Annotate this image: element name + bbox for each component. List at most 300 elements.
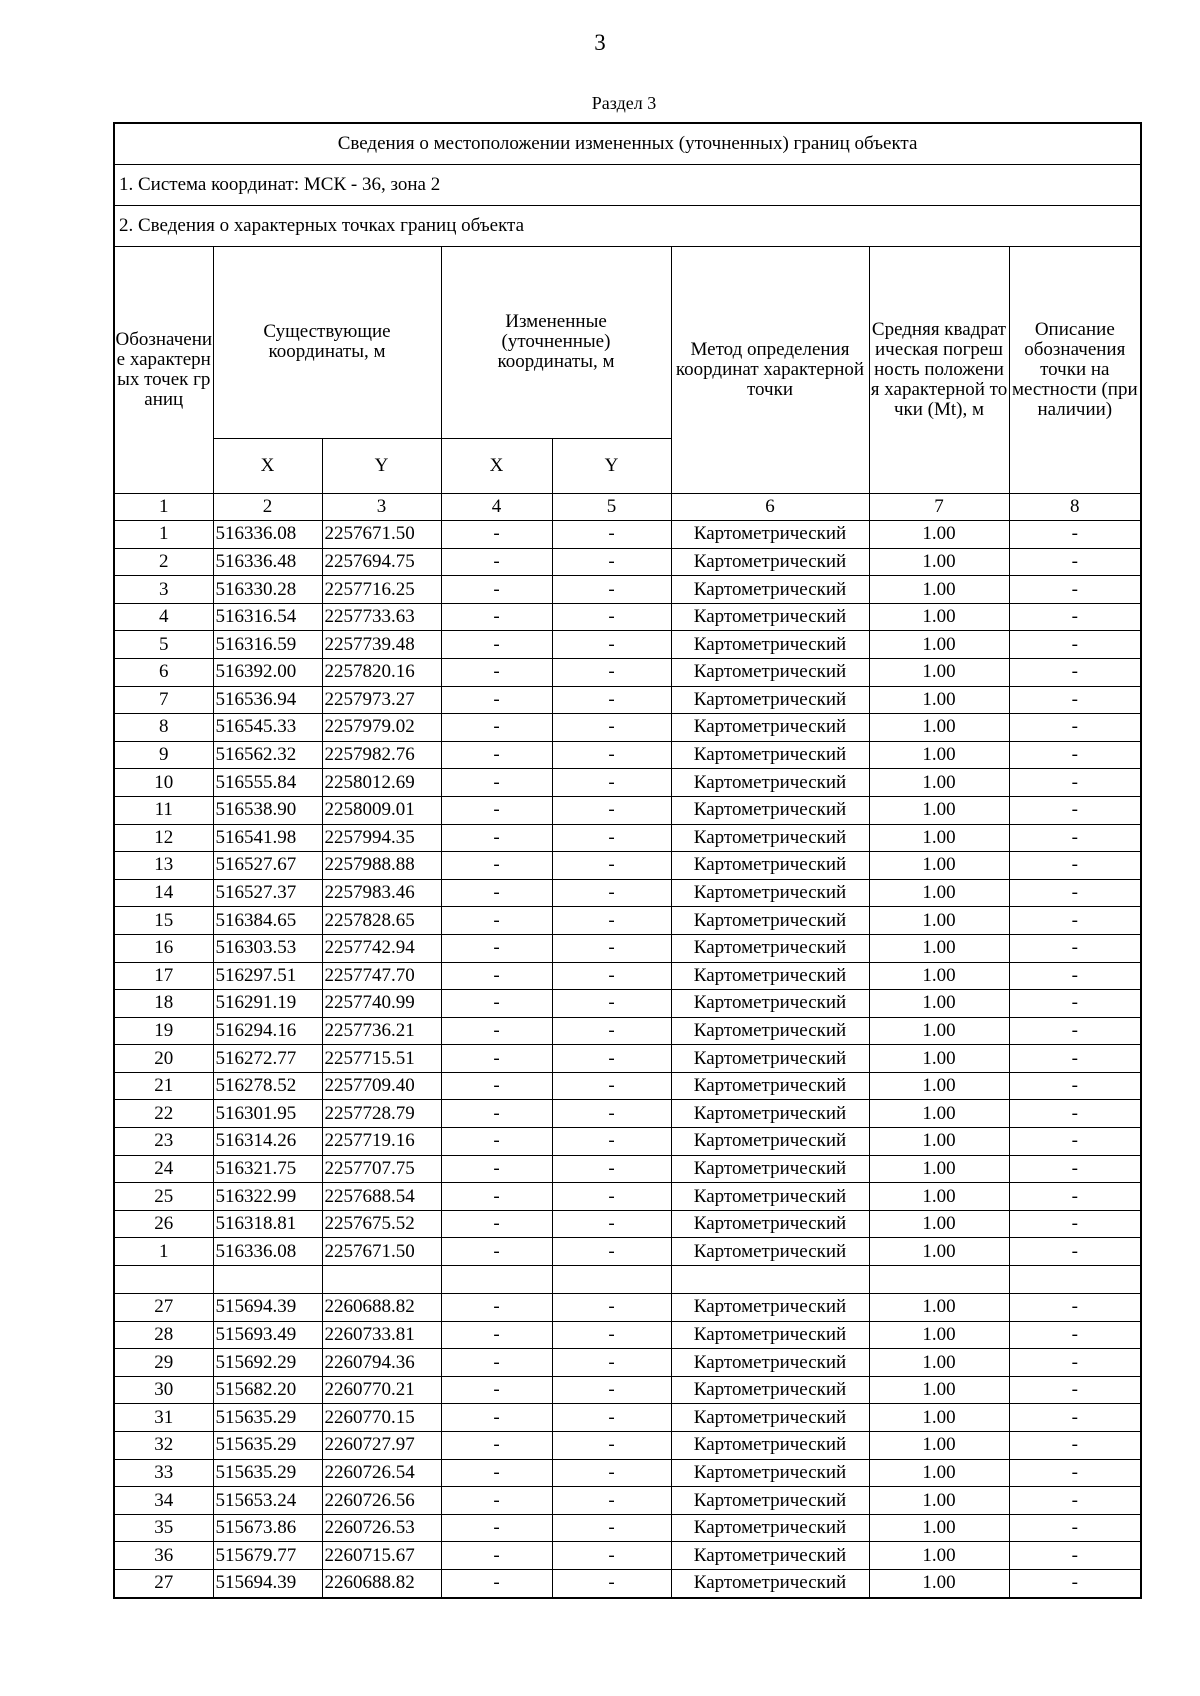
description-cell: -: [1009, 1128, 1141, 1156]
existing-y-cell: 2257716.25: [322, 576, 441, 604]
existing-x-cell: 516545.33: [213, 714, 322, 742]
point-id-cell: 34: [114, 1487, 213, 1515]
method-cell: Картометрический: [671, 741, 869, 769]
existing-y-cell: 2257994.35: [322, 824, 441, 852]
table-row: [114, 907, 1141, 935]
header-accuracy: Средняя квадратическая погрешность положения характерной точки (Mt), м: [869, 247, 1009, 494]
changed-y-cell: -: [552, 1183, 671, 1211]
accuracy-cell: 1.00: [869, 1294, 1009, 1322]
point-id-cell: 14: [114, 879, 213, 907]
accuracy-cell: 1.00: [869, 990, 1009, 1018]
method-cell: Картометрический: [671, 714, 869, 742]
empty-cell: [671, 1266, 869, 1294]
existing-x-cell: 516527.67: [213, 852, 322, 880]
column-number-row: [114, 494, 1141, 521]
existing-y-cell: 2260726.56: [322, 1487, 441, 1515]
changed-x-cell: -: [441, 1542, 552, 1570]
accuracy-cell: 1.00: [869, 658, 1009, 686]
existing-x-cell: 516316.54: [213, 603, 322, 631]
existing-y-cell: 2260715.67: [322, 1542, 441, 1570]
changed-x-cell: -: [441, 934, 552, 962]
accuracy-cell: 1.00: [869, 1321, 1009, 1349]
point-id-cell: 9: [114, 741, 213, 769]
accuracy-cell: 1.00: [869, 741, 1009, 769]
table-row: [114, 1017, 1141, 1045]
changed-y-cell: -: [552, 1376, 671, 1404]
table-row: [114, 1128, 1141, 1156]
method-cell: Картометрический: [671, 1376, 869, 1404]
changed-x-cell: -: [441, 824, 552, 852]
description-cell: -: [1009, 1294, 1141, 1322]
existing-x-cell: 516336.08: [213, 1238, 322, 1266]
existing-x-cell: 515673.86: [213, 1514, 322, 1542]
changed-y-cell: -: [552, 1459, 671, 1487]
table-row: [114, 769, 1141, 797]
description-cell: -: [1009, 990, 1141, 1018]
existing-x-cell: 515653.24: [213, 1487, 322, 1515]
table-row: [114, 934, 1141, 962]
existing-y-cell: 2260688.82: [322, 1294, 441, 1322]
changed-y-cell: -: [552, 631, 671, 659]
existing-y-cell: 2257675.52: [322, 1210, 441, 1238]
method-cell: Картометрический: [671, 990, 869, 1018]
description-cell: -: [1009, 1321, 1141, 1349]
existing-x-cell: 516314.26: [213, 1128, 322, 1156]
accuracy-cell: 1.00: [869, 603, 1009, 631]
accuracy-cell: 1.00: [869, 1542, 1009, 1570]
existing-x-cell: 516316.59: [213, 631, 322, 659]
column-number: 1: [114, 494, 213, 521]
empty-cell: [1009, 1266, 1141, 1294]
existing-y-cell: 2260688.82: [322, 1569, 441, 1597]
point-id-cell: 28: [114, 1321, 213, 1349]
description-cell: -: [1009, 1514, 1141, 1542]
description-cell: -: [1009, 521, 1141, 549]
changed-y-cell: -: [552, 603, 671, 631]
point-id-cell: 4: [114, 603, 213, 631]
description-cell: -: [1009, 1432, 1141, 1460]
description-cell: -: [1009, 1349, 1141, 1377]
method-cell: Картометрический: [671, 796, 869, 824]
changed-y-cell: -: [552, 1100, 671, 1128]
changed-x-cell: -: [441, 1321, 552, 1349]
existing-x-cell: 516336.48: [213, 548, 322, 576]
point-id-cell: 24: [114, 1155, 213, 1183]
changed-y-cell: -: [552, 658, 671, 686]
empty-cell: [869, 1266, 1009, 1294]
description-cell: -: [1009, 769, 1141, 797]
existing-y-cell: 2258012.69: [322, 769, 441, 797]
point-id-cell: 29: [114, 1349, 213, 1377]
changed-y-cell: -: [552, 741, 671, 769]
description-cell: -: [1009, 1404, 1141, 1432]
changed-x-cell: -: [441, 1487, 552, 1515]
column-number: 8: [1009, 494, 1141, 521]
changed-x-cell: -: [441, 1017, 552, 1045]
table-row: [114, 1542, 1141, 1570]
changed-x-cell: -: [441, 521, 552, 549]
existing-x-cell: 516536.94: [213, 686, 322, 714]
point-id-cell: 8: [114, 714, 213, 742]
description-cell: -: [1009, 1155, 1141, 1183]
table-row: [114, 1459, 1141, 1487]
changed-x-cell: -: [441, 1376, 552, 1404]
method-cell: Картометрический: [671, 1045, 869, 1073]
changed-x-cell: -: [441, 1459, 552, 1487]
point-id-cell: 17: [114, 962, 213, 990]
description-cell: -: [1009, 852, 1141, 880]
existing-x-cell: 516291.19: [213, 990, 322, 1018]
description-cell: -: [1009, 1100, 1141, 1128]
table-row: [114, 631, 1141, 659]
table-row: [114, 1100, 1141, 1128]
table-row: [114, 1404, 1141, 1432]
method-cell: Картометрический: [671, 658, 869, 686]
page-number: 3: [594, 30, 606, 55]
point-id-cell: 10: [114, 769, 213, 797]
description-cell: -: [1009, 1238, 1141, 1266]
existing-y-cell: 2257983.46: [322, 879, 441, 907]
accuracy-cell: 1.00: [869, 1569, 1009, 1597]
changed-x-cell: -: [441, 603, 552, 631]
existing-x-cell: 516318.81: [213, 1210, 322, 1238]
accuracy-cell: 1.00: [869, 1072, 1009, 1100]
column-number: 5: [552, 494, 671, 521]
point-id-cell: 16: [114, 934, 213, 962]
changed-y-cell: -: [552, 1542, 671, 1570]
changed-y-cell: -: [552, 796, 671, 824]
accuracy-cell: 1.00: [869, 1155, 1009, 1183]
changed-y-cell: -: [552, 1155, 671, 1183]
changed-x-cell: -: [441, 576, 552, 604]
description-cell: -: [1009, 1183, 1141, 1211]
accuracy-cell: 1.00: [869, 1045, 1009, 1073]
coordinate-system: 1. Система координат: МСК - 36, зона 2: [114, 165, 1141, 206]
accuracy-cell: 1.00: [869, 769, 1009, 797]
existing-y-cell: 2257719.16: [322, 1128, 441, 1156]
method-cell: Картометрический: [671, 1404, 869, 1432]
changed-y-cell: -: [552, 521, 671, 549]
table-row: [114, 1349, 1141, 1377]
header-existing-x: X: [213, 438, 322, 493]
header-existing-y: Y: [322, 438, 441, 493]
method-cell: Картометрический: [671, 1238, 869, 1266]
point-id-cell: 22: [114, 1100, 213, 1128]
existing-y-cell: 2257715.51: [322, 1045, 441, 1073]
point-id-cell: 26: [114, 1210, 213, 1238]
accuracy-cell: 1.00: [869, 1017, 1009, 1045]
header-existing-coords: Существующие координаты, м: [213, 247, 441, 439]
point-id-cell: 19: [114, 1017, 213, 1045]
accuracy-cell: 1.00: [869, 879, 1009, 907]
accuracy-cell: 1.00: [869, 1459, 1009, 1487]
group-separator-row: [114, 1266, 1141, 1294]
description-cell: -: [1009, 1072, 1141, 1100]
existing-y-cell: 2257973.27: [322, 686, 441, 714]
point-id-cell: 7: [114, 686, 213, 714]
existing-x-cell: 516555.84: [213, 769, 322, 797]
method-cell: Картометрический: [671, 548, 869, 576]
changed-x-cell: -: [441, 741, 552, 769]
accuracy-cell: 1.00: [869, 1128, 1009, 1156]
existing-x-cell: 516297.51: [213, 962, 322, 990]
point-id-cell: 3: [114, 576, 213, 604]
table-subtitle: 2. Сведения о характерных точках границ объекта: [114, 206, 1141, 247]
table-caption: Сведения о местоположении измененных (уточненных) границ объекта: [114, 123, 1141, 165]
method-cell: Картометрический: [671, 1542, 869, 1570]
empty-cell: [322, 1266, 441, 1294]
method-cell: Картометрический: [671, 1321, 869, 1349]
accuracy-cell: 1.00: [869, 714, 1009, 742]
changed-y-cell: -: [552, 990, 671, 1018]
table-row: [114, 824, 1141, 852]
column-number: 4: [441, 494, 552, 521]
point-id-cell: 1: [114, 1238, 213, 1266]
empty-cell: [213, 1266, 322, 1294]
method-cell: Картометрический: [671, 1100, 869, 1128]
accuracy-cell: 1.00: [869, 852, 1009, 880]
description-cell: -: [1009, 1459, 1141, 1487]
table-row: [114, 1376, 1141, 1404]
accuracy-cell: 1.00: [869, 1210, 1009, 1238]
method-cell: Картометрический: [671, 631, 869, 659]
method-cell: Картометрический: [671, 879, 869, 907]
column-number: 3: [322, 494, 441, 521]
accuracy-cell: 1.00: [869, 1404, 1009, 1432]
point-id-cell: 20: [114, 1045, 213, 1073]
changed-x-cell: -: [441, 1045, 552, 1073]
existing-x-cell: 516322.99: [213, 1183, 322, 1211]
description-cell: -: [1009, 603, 1141, 631]
column-number: 6: [671, 494, 869, 521]
table-row: [114, 603, 1141, 631]
changed-x-cell: -: [441, 714, 552, 742]
method-cell: Картометрический: [671, 769, 869, 797]
empty-cell: [441, 1266, 552, 1294]
changed-x-cell: -: [441, 1294, 552, 1322]
header-changed-y: Y: [552, 438, 671, 493]
existing-x-cell: 515692.29: [213, 1349, 322, 1377]
changed-x-cell: -: [441, 852, 552, 880]
description-cell: -: [1009, 1542, 1141, 1570]
changed-y-cell: -: [552, 769, 671, 797]
changed-y-cell: -: [552, 962, 671, 990]
point-id-cell: 27: [114, 1569, 213, 1597]
changed-x-cell: -: [441, 796, 552, 824]
changed-x-cell: -: [441, 769, 552, 797]
changed-x-cell: -: [441, 990, 552, 1018]
description-cell: -: [1009, 1487, 1141, 1515]
method-cell: Картометрический: [671, 1514, 869, 1542]
existing-y-cell: 2257736.21: [322, 1017, 441, 1045]
method-cell: Картометрический: [671, 1294, 869, 1322]
empty-cell: [114, 1266, 213, 1294]
table-row: [114, 741, 1141, 769]
header-method: Метод определения координат характерной точки: [671, 247, 869, 494]
changed-x-cell: -: [441, 879, 552, 907]
changed-y-cell: -: [552, 1072, 671, 1100]
accuracy-cell: 1.00: [869, 548, 1009, 576]
method-cell: Картометрический: [671, 1432, 869, 1460]
accuracy-cell: 1.00: [869, 1349, 1009, 1377]
method-cell: Картометрический: [671, 907, 869, 935]
point-id-cell: 36: [114, 1542, 213, 1570]
existing-y-cell: 2257694.75: [322, 548, 441, 576]
existing-x-cell: 516278.52: [213, 1072, 322, 1100]
existing-y-cell: 2260794.36: [322, 1349, 441, 1377]
table-row: [114, 521, 1141, 549]
accuracy-cell: 1.00: [869, 1432, 1009, 1460]
changed-y-cell: -: [552, 1349, 671, 1377]
table-row: [114, 714, 1141, 742]
method-cell: Картометрический: [671, 576, 869, 604]
accuracy-cell: 1.00: [869, 576, 1009, 604]
existing-x-cell: 516538.90: [213, 796, 322, 824]
header-description: Описание обозначения точки на местности (при наличии): [1009, 247, 1141, 494]
point-id-cell: 25: [114, 1183, 213, 1211]
existing-x-cell: 516527.37: [213, 879, 322, 907]
header-changed-coords: Измененные (уточненные) координаты, м: [441, 247, 671, 439]
table-row: [114, 796, 1141, 824]
existing-y-cell: 2257740.99: [322, 990, 441, 1018]
description-cell: -: [1009, 1210, 1141, 1238]
description-cell: -: [1009, 714, 1141, 742]
existing-y-cell: 2257988.88: [322, 852, 441, 880]
method-cell: Картометрический: [671, 686, 869, 714]
existing-y-cell: 2260733.81: [322, 1321, 441, 1349]
table-row: [114, 658, 1141, 686]
changed-y-cell: -: [552, 907, 671, 935]
changed-y-cell: -: [552, 1432, 671, 1460]
table-row: [114, 1321, 1141, 1349]
method-cell: Картометрический: [671, 1017, 869, 1045]
description-cell: -: [1009, 548, 1141, 576]
changed-x-cell: -: [441, 1183, 552, 1211]
existing-y-cell: 2257979.02: [322, 714, 441, 742]
table-row: [114, 1072, 1141, 1100]
existing-y-cell: 2257733.63: [322, 603, 441, 631]
changed-x-cell: -: [441, 1155, 552, 1183]
existing-x-cell: 516303.53: [213, 934, 322, 962]
existing-x-cell: 516562.32: [213, 741, 322, 769]
existing-x-cell: 515693.49: [213, 1321, 322, 1349]
table-row: [114, 1155, 1141, 1183]
method-cell: Картометрический: [671, 824, 869, 852]
point-id-cell: 31: [114, 1404, 213, 1432]
table-row: [114, 1294, 1141, 1322]
description-cell: -: [1009, 1376, 1141, 1404]
method-cell: Картометрический: [671, 1569, 869, 1597]
method-cell: Картометрический: [671, 1072, 869, 1100]
existing-y-cell: 2257747.70: [322, 962, 441, 990]
boundary-points-table: [113, 122, 1142, 1599]
description-cell: -: [1009, 1017, 1141, 1045]
changed-y-cell: -: [552, 1487, 671, 1515]
table-row: [114, 1238, 1141, 1266]
changed-y-cell: -: [552, 1210, 671, 1238]
existing-x-cell: 515694.39: [213, 1569, 322, 1597]
changed-x-cell: -: [441, 1128, 552, 1156]
changed-x-cell: -: [441, 962, 552, 990]
changed-y-cell: -: [552, 1238, 671, 1266]
changed-y-cell: -: [552, 824, 671, 852]
accuracy-cell: 1.00: [869, 521, 1009, 549]
point-id-cell: 5: [114, 631, 213, 659]
existing-y-cell: 2258009.01: [322, 796, 441, 824]
existing-y-cell: 2257828.65: [322, 907, 441, 935]
changed-y-cell: -: [552, 1514, 671, 1542]
changed-x-cell: -: [441, 1432, 552, 1460]
changed-x-cell: -: [441, 686, 552, 714]
changed-y-cell: -: [552, 852, 671, 880]
table-row: [114, 1487, 1141, 1515]
point-id-cell: 32: [114, 1432, 213, 1460]
point-id-cell: 21: [114, 1072, 213, 1100]
existing-x-cell: 516392.00: [213, 658, 322, 686]
changed-x-cell: -: [441, 1210, 552, 1238]
existing-x-cell: 516301.95: [213, 1100, 322, 1128]
existing-y-cell: 2257739.48: [322, 631, 441, 659]
table-row: [114, 686, 1141, 714]
changed-x-cell: -: [441, 1100, 552, 1128]
section-title: Раздел 3: [591, 93, 657, 113]
changed-x-cell: -: [441, 548, 552, 576]
existing-y-cell: 2257671.50: [322, 1238, 441, 1266]
existing-y-cell: 2260726.54: [322, 1459, 441, 1487]
table-row: [114, 1569, 1141, 1597]
method-cell: Картометрический: [671, 1210, 869, 1238]
changed-y-cell: -: [552, 1404, 671, 1432]
changed-y-cell: -: [552, 1569, 671, 1597]
existing-y-cell: 2257742.94: [322, 934, 441, 962]
point-id-cell: 15: [114, 907, 213, 935]
existing-y-cell: 2260726.53: [322, 1514, 441, 1542]
table-row: [114, 990, 1141, 1018]
description-cell: -: [1009, 741, 1141, 769]
table-row: [114, 1514, 1141, 1542]
accuracy-cell: 1.00: [869, 1100, 1009, 1128]
accuracy-cell: 1.00: [869, 907, 1009, 935]
accuracy-cell: 1.00: [869, 962, 1009, 990]
existing-x-cell: 515679.77: [213, 1542, 322, 1570]
accuracy-cell: 1.00: [869, 1183, 1009, 1211]
changed-x-cell: -: [441, 1514, 552, 1542]
point-id-cell: 30: [114, 1376, 213, 1404]
existing-y-cell: 2257982.76: [322, 741, 441, 769]
method-cell: Картометрический: [671, 1349, 869, 1377]
existing-x-cell: 516384.65: [213, 907, 322, 935]
point-id-cell: 1: [114, 521, 213, 549]
point-id-cell: 6: [114, 658, 213, 686]
method-cell: Картометрический: [671, 1487, 869, 1515]
table-row: [114, 1045, 1141, 1073]
description-cell: -: [1009, 658, 1141, 686]
point-id-cell: 27: [114, 1294, 213, 1322]
existing-x-cell: 515635.29: [213, 1459, 322, 1487]
existing-y-cell: 2260770.15: [322, 1404, 441, 1432]
accuracy-cell: 1.00: [869, 686, 1009, 714]
changed-y-cell: -: [552, 1294, 671, 1322]
description-cell: -: [1009, 686, 1141, 714]
description-cell: -: [1009, 824, 1141, 852]
existing-y-cell: 2260727.97: [322, 1432, 441, 1460]
changed-x-cell: -: [441, 1569, 552, 1597]
existing-x-cell: 516294.16: [213, 1017, 322, 1045]
point-id-cell: 11: [114, 796, 213, 824]
changed-x-cell: -: [441, 907, 552, 935]
method-cell: Картометрический: [671, 521, 869, 549]
existing-x-cell: 515682.20: [213, 1376, 322, 1404]
